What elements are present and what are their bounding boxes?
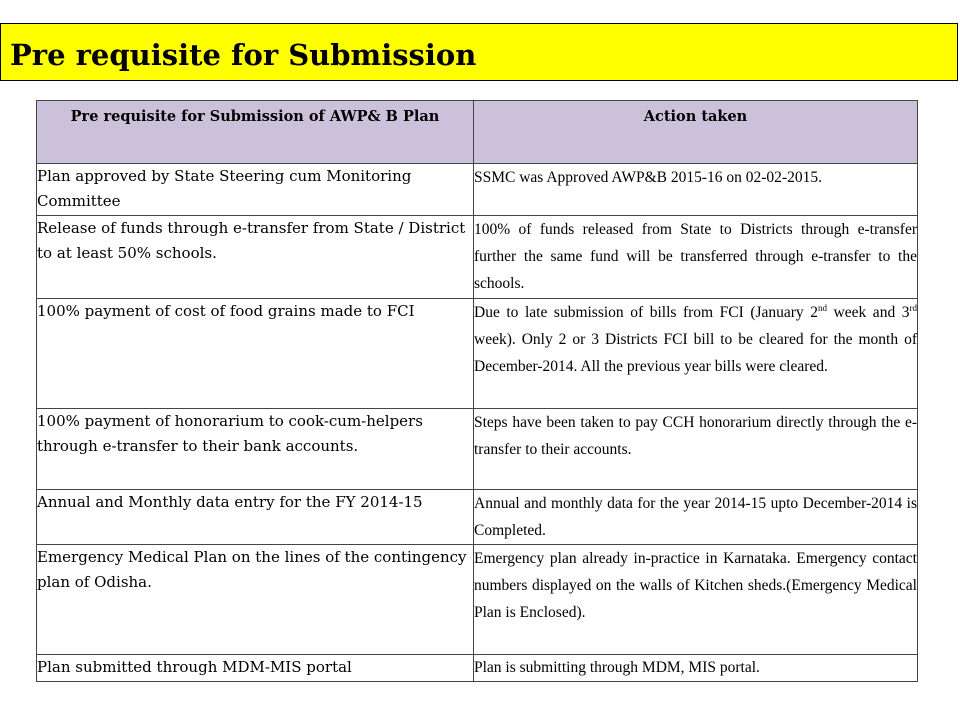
table-row bbox=[37, 545, 918, 655]
table-row bbox=[37, 490, 918, 545]
table-row bbox=[37, 164, 918, 216]
action-text: week). Only 2 or 3 Districts FCI bill to be cleared for the month of December-2014. All the previous year bills were cleared. bbox=[474, 331, 917, 375]
action-cell: Annual and monthly data for the year 2014-15 upto December-2014 is Completed. bbox=[474, 490, 918, 545]
action-cell: Emergency plan already in-practice in Karnataka. Emergency contact numbers displayed on the walls of Kitchen sheds.(Emergency Medical Plan is Enclosed). bbox=[474, 545, 918, 655]
requirement-cell: Release of funds through e-transfer from State / District to at least 50% schools. bbox=[37, 216, 474, 299]
action-cell: SSMC was Approved AWP&B 2015-16 on 02-02-2015. bbox=[474, 164, 918, 216]
action-cell: Steps have been taken to pay CCH honorarium directly through the e-transfer to their accounts. bbox=[474, 409, 918, 490]
action-text: Due to late submission of bills from FCI (January 2 bbox=[474, 304, 818, 321]
table-row bbox=[37, 299, 918, 409]
header-requirement: Pre requisite for Submission of AWP& B Plan bbox=[37, 101, 474, 164]
superscript-rd: rd bbox=[909, 302, 917, 313]
requirement-cell: Annual and Monthly data entry for the FY 2014-15 bbox=[37, 490, 474, 545]
requirement-cell: Plan approved by State Steering cum Monitoring Committee bbox=[37, 164, 474, 216]
requirement-cell: Plan submitted through MDM-MIS portal bbox=[37, 655, 474, 682]
table-row bbox=[37, 216, 918, 299]
requirement-cell: 100% payment of cost of food grains made to FCI bbox=[37, 299, 474, 409]
action-cell: 100% of funds released from State to Districts through e-transfer further the same fund will be transferred through e-transfer to the schools. bbox=[474, 216, 918, 299]
superscript-nd: nd bbox=[818, 302, 827, 313]
page-title: Pre requisite for Submission bbox=[10, 38, 477, 72]
table-row bbox=[37, 409, 918, 490]
requirements-table bbox=[36, 100, 918, 682]
action-cell bbox=[474, 299, 918, 409]
table-row bbox=[37, 655, 918, 682]
requirement-cell: 100% payment of honorarium to cook-cum-helpers through e-transfer to their bank accounts. bbox=[37, 409, 474, 490]
action-text: week and 3 bbox=[827, 304, 910, 321]
header-action-taken: Action taken bbox=[474, 101, 918, 164]
requirement-cell: Emergency Medical Plan on the lines of the contingency plan of Odisha. bbox=[37, 545, 474, 655]
action-cell: Plan is submitting through MDM, MIS portal. bbox=[474, 655, 918, 682]
table-header-row bbox=[37, 101, 918, 164]
